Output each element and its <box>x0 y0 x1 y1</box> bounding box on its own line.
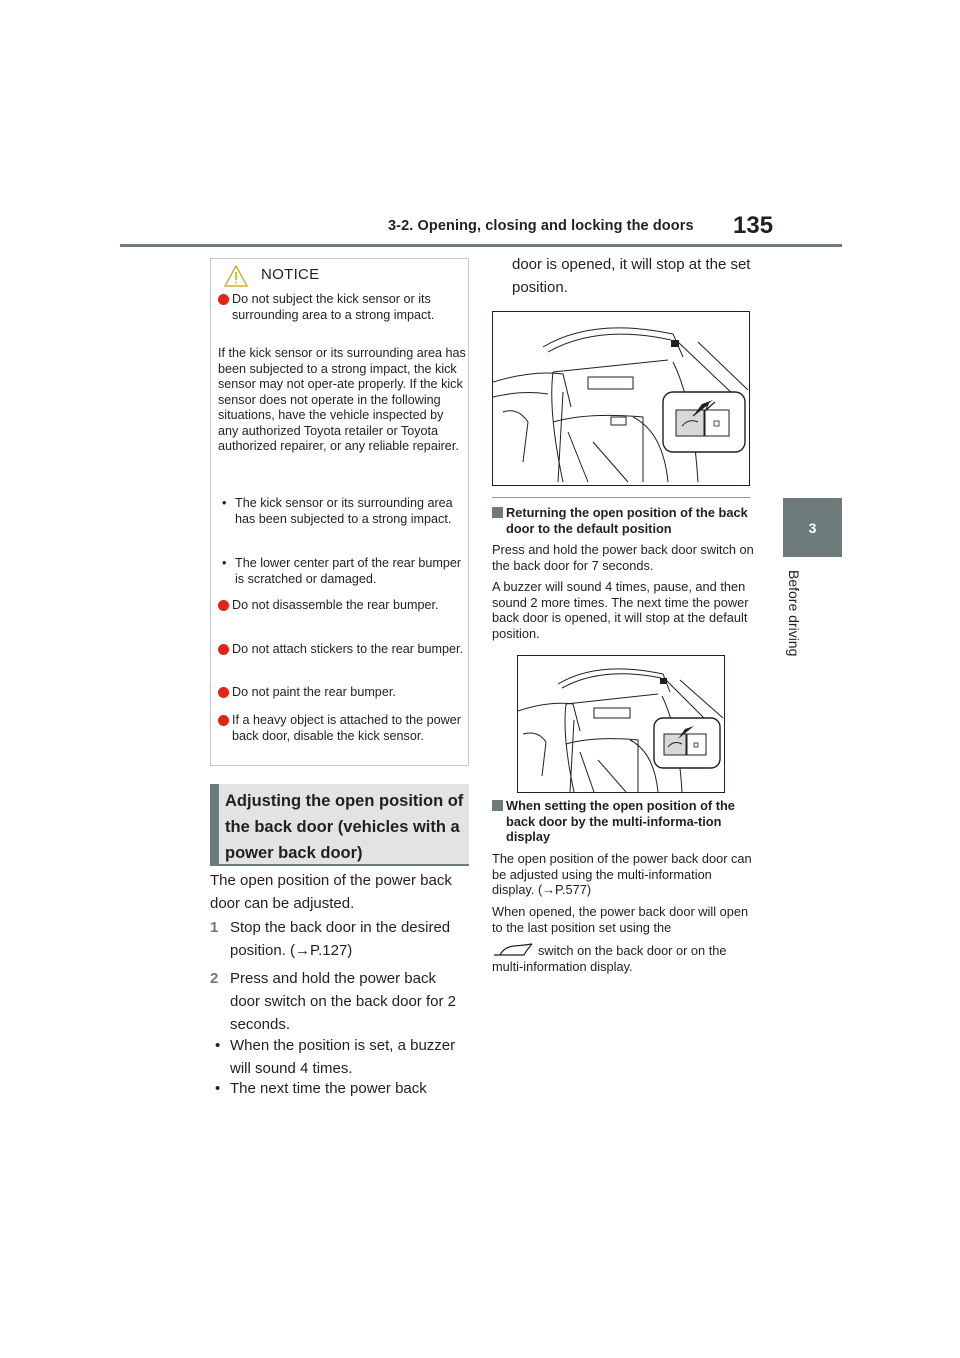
section-intro: The open position of the power back door can be adjusted. <box>210 872 452 912</box>
notice-item: If a heavy object is attached to the power back door, disable the kick sensor. <box>218 713 466 744</box>
page-number: 135 <box>733 212 774 239</box>
paragraph-with-icon: switch on the back door or on the multi-information display. <box>492 943 727 974</box>
notice-sub-item: • The kick sensor or its surrounding area has been subjected to a strong impact. <box>222 496 453 526</box>
subsection-heading: When setting the open position of the back door by the multi-informa-tion display <box>492 798 752 845</box>
red-bullet-icon <box>218 687 229 698</box>
section-heading <box>210 784 469 864</box>
section-divider <box>492 497 750 498</box>
chapter-tab <box>783 498 842 557</box>
notice-title: NOTICE <box>261 266 320 283</box>
notice-item: Do not disassemble the rear bumper. <box>218 598 466 614</box>
notice-box <box>210 258 469 766</box>
bullet-item: • The next time the power back <box>215 1080 427 1097</box>
step-item <box>210 967 470 1036</box>
paragraph: A buzzer will sound 4 times, pause, and then sound 2 more times. The next time the power back door is opened, it will stop at the default position. <box>492 579 749 641</box>
square-bullet-icon <box>492 507 503 518</box>
notice-header <box>211 259 468 291</box>
bullet-continuation: door is opened, it will stop at the set position. <box>512 256 751 296</box>
red-bullet-icon <box>218 644 229 655</box>
bullet-item: • When the position is set, a buzzer will sound 4 times. <box>215 1037 456 1077</box>
back-door-switch-icon <box>492 943 534 957</box>
step-item <box>210 916 470 962</box>
step-text: Stop the back door in the desired position. (→P.127) <box>230 919 451 959</box>
red-bullet-icon <box>218 294 229 305</box>
paragraph: Press and hold the power back door switch on the back door for 7 seconds. <box>492 542 754 573</box>
header-section-title: 3-2. Opening, closing and locking the doors <box>388 218 694 234</box>
chapter-number: 3 <box>808 519 817 536</box>
step-text: Press and hold the power back door switch on the back door for 2 seconds. <box>230 970 456 1033</box>
notice-item: Do not attach stickers to the rear bumper. <box>218 642 466 658</box>
section-heading-text: Adjusting the open position of the back door (vehicles with a power back door) <box>225 792 464 862</box>
notice-item: Do not subject the kick sensor or its surrounding area to a strong impact. <box>218 292 466 323</box>
notice-sub-item: • The lower center part of the rear bumper is scratched or damaged. <box>222 556 462 586</box>
heading-accent-bar <box>210 784 219 864</box>
red-bullet-icon <box>218 600 229 611</box>
step-number: 2 <box>210 970 219 987</box>
heading-underline <box>210 864 469 866</box>
back-door-illustration-2 <box>517 655 725 793</box>
notice-paragraph: If the kick sensor or its surrounding area has been subjected to a strong impact, the kick sensor may not oper-ate properly. If the kick sensor does not operate in the following situations, have the vehicle inspected by any authorized Toyota retailer or Toyota authorized repairer, or any reliable repairer. <box>218 346 466 453</box>
warning-triangle-icon <box>224 265 248 287</box>
step-number: 1 <box>210 919 219 936</box>
chapter-label <box>784 570 804 680</box>
square-bullet-icon <box>492 800 503 811</box>
subsection-heading: Returning the open position of the back door to the default position <box>492 505 752 536</box>
notice-item: Do not paint the rear bumper. <box>218 685 466 701</box>
paragraph: The open position of the power back door can be adjusted using the multi-information display. (→P.577) <box>492 851 752 897</box>
chapter-title: Before driving <box>786 570 802 657</box>
back-door-illustration-1 <box>492 311 750 486</box>
paragraph: When opened, the power back door will open to the last position set using the <box>492 904 749 935</box>
header-rule <box>120 244 842 247</box>
red-bullet-icon <box>218 715 229 726</box>
